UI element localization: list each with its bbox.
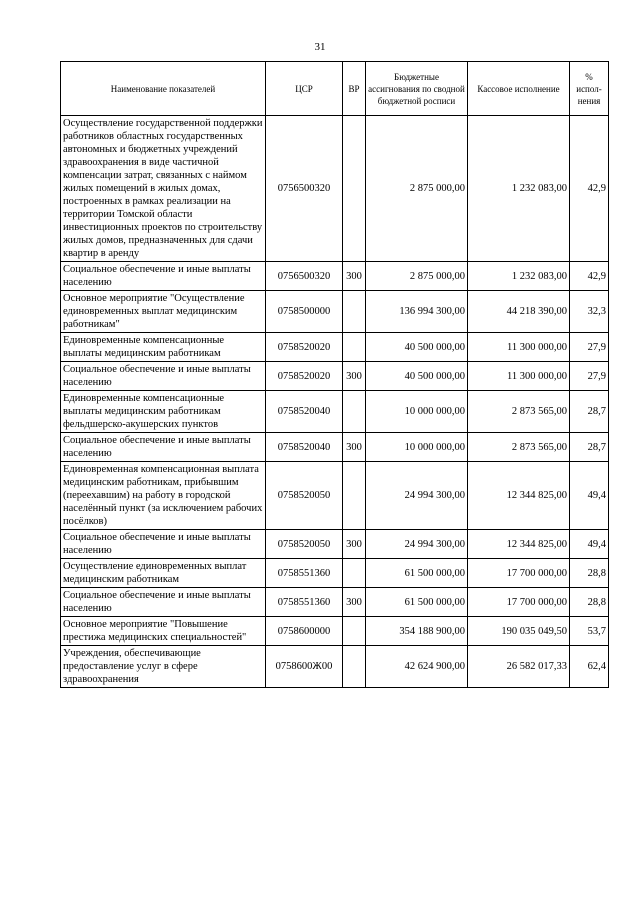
cell-vr [343, 559, 366, 588]
cell-plan: 24 994 300,00 [366, 462, 468, 530]
cell-vr: 300 [343, 530, 366, 559]
cell-pct: 42,9 [570, 116, 609, 262]
cell-pct: 42,9 [570, 262, 609, 291]
cell-vr: 300 [343, 433, 366, 462]
cell-plan: 24 994 300,00 [366, 530, 468, 559]
table-row [61, 462, 609, 530]
cell-pct: 28,8 [570, 559, 609, 588]
cell-name: Единовременные компенсационные выплаты медицинским работникам фельдшерско-акушерских пунктов [61, 391, 266, 433]
cell-csr: 0758520020 [266, 333, 343, 362]
cell-exec: 12 344 825,00 [468, 462, 570, 530]
cell-pct: 28,8 [570, 588, 609, 617]
table-row [61, 646, 609, 688]
cell-plan: 61 500 000,00 [366, 559, 468, 588]
table-header-row [61, 62, 609, 116]
cell-csr: 0758520050 [266, 530, 343, 559]
header-csr: ЦСР [266, 62, 343, 116]
header-pct: % испол-нения [570, 62, 609, 116]
cell-plan: 2 875 000,00 [366, 262, 468, 291]
cell-name: Осуществление государственной поддержки работников областных государственных автономных и бюджетных учреждений здравоохранения в виде частичной компенсации затрат, связанных с наймом жилых помещений в жилых домах, построенных в рамках реализации на территории Томской области инвестиционных проектов по строительству жилых домов, предназначенных для сдачи квартир в аренду [61, 116, 266, 262]
cell-vr [343, 116, 366, 262]
table-row [61, 362, 609, 391]
table-row [61, 559, 609, 588]
cell-vr: 300 [343, 588, 366, 617]
cell-vr [343, 462, 366, 530]
cell-plan: 40 500 000,00 [366, 362, 468, 391]
cell-plan: 42 624 900,00 [366, 646, 468, 688]
cell-name: Основное мероприятие "Повышение престижа медицинских специальностей" [61, 617, 266, 646]
cell-csr: 0758600000 [266, 617, 343, 646]
cell-exec: 11 300 000,00 [468, 333, 570, 362]
cell-exec: 11 300 000,00 [468, 362, 570, 391]
cell-exec: 1 232 083,00 [468, 116, 570, 262]
page-number: 31 [314, 41, 326, 53]
cell-pct: 32,3 [570, 291, 609, 333]
cell-vr [343, 391, 366, 433]
cell-csr: 0756500320 [266, 116, 343, 262]
cell-vr: 300 [343, 362, 366, 391]
cell-csr: 0758520050 [266, 462, 343, 530]
cell-csr: 0758500000 [266, 291, 343, 333]
cell-plan: 61 500 000,00 [366, 588, 468, 617]
cell-plan: 354 188 900,00 [366, 617, 468, 646]
cell-csr: 0758551360 [266, 559, 343, 588]
cell-exec: 190 035 049,50 [468, 617, 570, 646]
table-row [61, 333, 609, 362]
cell-exec: 2 873 565,00 [468, 433, 570, 462]
cell-pct: 27,9 [570, 333, 609, 362]
cell-csr: 0758600Ж00 [266, 646, 343, 688]
cell-csr: 0756500320 [266, 262, 343, 291]
cell-name: Осуществление единовременных выплат медицинским работникам [61, 559, 266, 588]
cell-csr: 0758520040 [266, 391, 343, 433]
cell-plan: 2 875 000,00 [366, 116, 468, 262]
cell-plan: 40 500 000,00 [366, 333, 468, 362]
header-vr: ВР [343, 62, 366, 116]
cell-vr [343, 617, 366, 646]
cell-exec: 17 700 000,00 [468, 559, 570, 588]
cell-name: Социальное обеспечение и иные выплаты населению [61, 362, 266, 391]
cell-exec: 26 582 017,33 [468, 646, 570, 688]
cell-plan: 136 994 300,00 [366, 291, 468, 333]
cell-name: Социальное обеспечение и иные выплаты населению [61, 433, 266, 462]
table-row [61, 433, 609, 462]
cell-pct: 27,9 [570, 362, 609, 391]
header-exec: Кассовое исполнение [468, 62, 570, 116]
cell-name: Единовременные компенсационные выплаты медицинским работникам [61, 333, 266, 362]
cell-vr: 300 [343, 262, 366, 291]
cell-exec: 12 344 825,00 [468, 530, 570, 559]
cell-exec: 2 873 565,00 [468, 391, 570, 433]
table-row [61, 262, 609, 291]
cell-pct: 28,7 [570, 391, 609, 433]
table-row [61, 291, 609, 333]
table-row [61, 617, 609, 646]
table-row [61, 391, 609, 433]
cell-name: Социальное обеспечение и иные выплаты населению [61, 588, 266, 617]
cell-vr [343, 646, 366, 688]
table-row [61, 530, 609, 559]
cell-pct: 49,4 [570, 462, 609, 530]
cell-exec: 44 218 390,00 [468, 291, 570, 333]
header-plan: Бюджетные ассигнования по сводной бюджетной росписи [366, 62, 468, 116]
budget-table [60, 61, 609, 688]
cell-exec: 1 232 083,00 [468, 262, 570, 291]
header-name: Наименование показателей [61, 62, 266, 116]
cell-csr: 0758520020 [266, 362, 343, 391]
cell-name: Основное мероприятие "Осуществление единовременных выплат медицинским работникам" [61, 291, 266, 333]
cell-vr [343, 333, 366, 362]
cell-pct: 62,4 [570, 646, 609, 688]
cell-plan: 10 000 000,00 [366, 391, 468, 433]
cell-name: Единовременная компенсационная выплата медицинским работникам, прибывшим (переехавшим) на работу в городской населённый пункт (за исключением рабочих посёлков) [61, 462, 266, 530]
cell-pct: 28,7 [570, 433, 609, 462]
cell-csr: 0758551360 [266, 588, 343, 617]
cell-name: Социальное обеспечение и иные выплаты населению [61, 530, 266, 559]
cell-vr [343, 291, 366, 333]
table-row [61, 588, 609, 617]
cell-pct: 53,7 [570, 617, 609, 646]
cell-pct: 49,4 [570, 530, 609, 559]
cell-plan: 10 000 000,00 [366, 433, 468, 462]
table-row [61, 116, 609, 262]
cell-name: Социальное обеспечение и иные выплаты населению [61, 262, 266, 291]
cell-exec: 17 700 000,00 [468, 588, 570, 617]
cell-name: Учреждения, обеспечивающие предоставление услуг в сфере здравоохранения [61, 646, 266, 688]
cell-csr: 0758520040 [266, 433, 343, 462]
